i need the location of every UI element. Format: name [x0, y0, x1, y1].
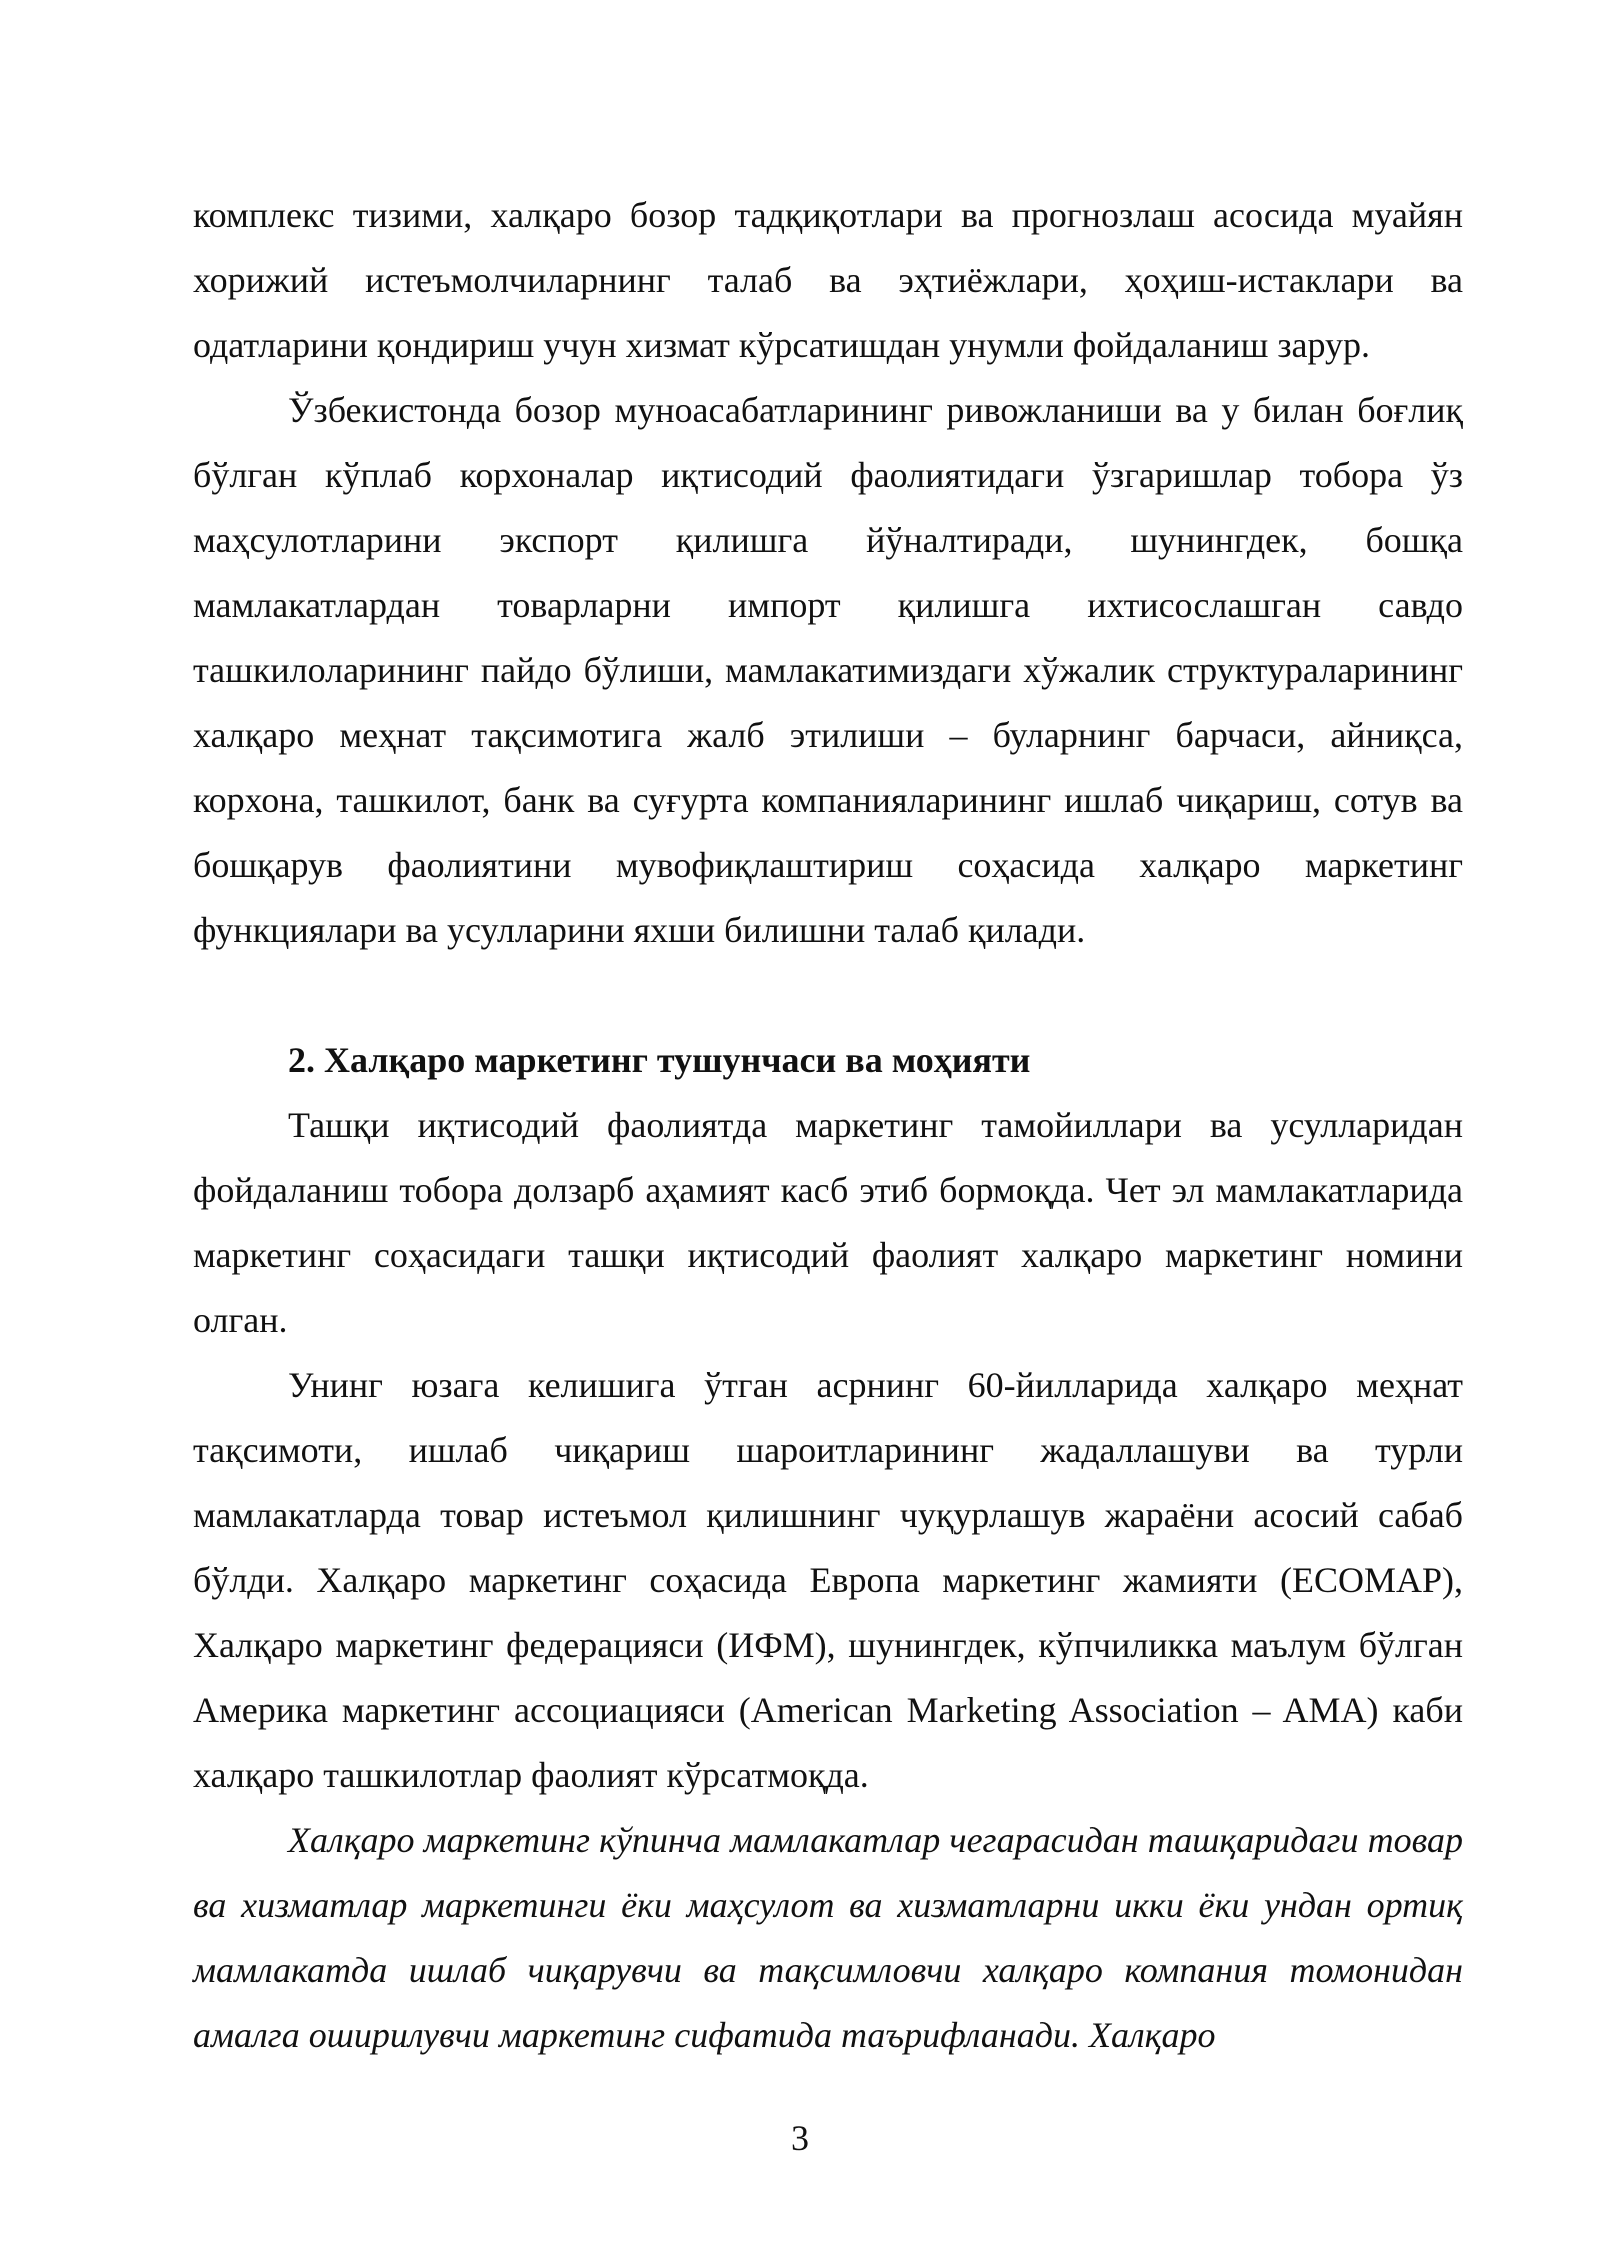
- section-heading: 2. Халқаро маркетинг тушунчаси ва моҳияти: [288, 1040, 1031, 1080]
- paragraph-definition: Халқаро маркетинг кўпинча мамлакатлар чегарасидан ташқаридаги товар ва хизматлар маркетинги ёки маҳсулот ва хизматларни икки ёки ундан ортиқ мамлакатда ишлаб чиқарувчи ва тақсимловчи халқаро компания томонидан амалга оширилувчи маркетинг сифатида таърифланади. Халқаро: [193, 1820, 1463, 2055]
- paragraph-foreign-activity: Ташқи иқтисодий фаолиятда маркетинг тамойиллари ва усулларидан фойдаланиш тобора долзарб аҳамият касб этиб бормоқда. Чет эл мамлакатларида маркетинг соҳасидаги ташқи иқтисодий фаолият халқаро маркетинг номини олган.: [193, 1105, 1463, 1340]
- paragraph-origins: Унинг юзага келишига ўтган асрнинг 60-йилларида халқаро меҳнат тақсимоти, ишлаб чиқариш шароитларининг жадаллашуви ва турли мамлакатларда товар истеъмол қилишнинг чуқурлашув жараёни асосий сабаб бўлди. Халқаро маркетинг соҳасида Европа маркетинг жамияти (ECOMAP), Халқаро маркетинг федерацияси (ИФМ), шунингдек, кўпчиликка маълум бўлган Америка маркетинг ассоциацияси (American Marketing Association – AMA) каби халқаро ташкилотлар фаолият кўрсатмоқда.: [193, 1365, 1463, 1795]
- paragraph-continuation: комплекс тизими, халқаро бозор тадқиқотлари ва прогнозлаш асосида муайян хорижий истеъмолчиларнинг талаб ва эҳтиёжлари, ҳоҳиш-истаклари ва одатларини қондириш учун хизмат кўрсатишдан унумли фойдаланиш зарур.: [193, 195, 1463, 365]
- page-number: 3: [791, 2118, 809, 2158]
- paragraph-uzbekistan-market: Ўзбекистонда бозор муноасабатларининг ривожланиши ва у билан боғлиқ бўлган кўплаб корхоналар иқтисодий фаолиятидаги ўзгаришлар тобора ўз маҳсулотларини экспорт қилишга йўналтиради, шунингдек, бошқа мамлакатлардан товарларни импорт қилишга ихтисослашган савдо ташкилоларининг пайдо бўлиши, мамлакатимиздаги хўжалик структураларининг халқаро меҳнат тақсимотига жалб этилиши – буларнинг барчаси, айниқса, корхона, ташкилот, банк ва суғурта компанияларининг ишлаб чиқариш, сотув ва бошқарув фаолиятини мувофиқлаштириш соҳасида халқаро маркетинг функциялари ва усулларини яхши билишни талаб қилади.: [193, 390, 1463, 950]
- document-page: [193, 183, 1463, 2068]
